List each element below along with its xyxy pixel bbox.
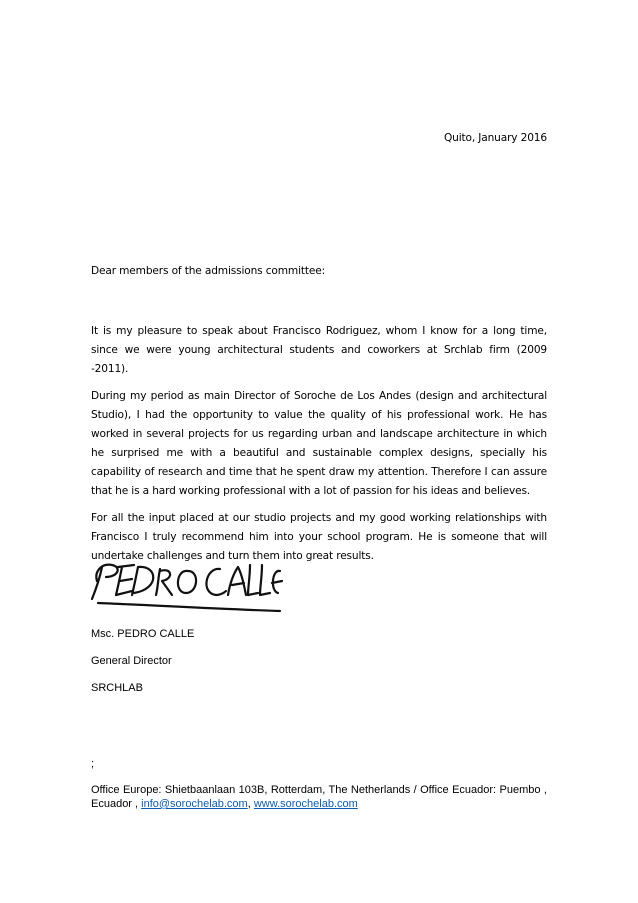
footer-address — [91, 783, 547, 811]
body-paragraph-3: For all the input placed at our studio projects and my good working relationships with Francisco I truly recommend him into your school program. He is someone that will undertake challenges and turn them into great results. — [91, 512, 547, 562]
signer-company: SRCHLAB — [91, 682, 143, 694]
handwritten-signature — [88, 541, 284, 619]
email-link[interactable]: info@sorochelab.com — [141, 798, 248, 810]
letter-body — [91, 322, 547, 574]
website-link[interactable]: www.sorochelab.com — [253, 798, 358, 810]
separator: ; — [91, 758, 95, 770]
signer-title: General Director — [91, 655, 172, 667]
footer-address-line: Office Europe: Shietbaanlaan 103B, Rotterdam, The Netherlands / Office Ecuador: Puembo , — [91, 784, 547, 796]
salutation: Dear members of the admissions committee: — [91, 265, 326, 277]
signer-block — [91, 629, 194, 710]
signer-name: Msc. PEDRO CALLE — [91, 628, 195, 640]
footer-contact-line — [91, 797, 547, 811]
letter-date: Quito, January 2016 — [443, 132, 547, 144]
footer-country: Ecuador , — [91, 798, 139, 810]
body-paragraph-2: During my period as main Director of Soroche de Los Andes (design and architectural Studio), I had the opportunity to value the quality of his professional work. He has worked in several projects for us regarding urban and landscape architecture in which he surprised me with a beautiful and sustainable complex designs, specially his capability of research and time that he spent draw my attention. Therefore I can assure that he is a hard working professional with a lot of passion for his ideas and believes. — [91, 390, 547, 497]
footer-separator: , — [247, 798, 251, 810]
body-paragraph-1: It is my pleasure to speak about Francisco Rodriguez, whom I know for a long time, since we were young architectural students and coworkers at Srchlab firm (2009 -2011). — [91, 325, 547, 375]
